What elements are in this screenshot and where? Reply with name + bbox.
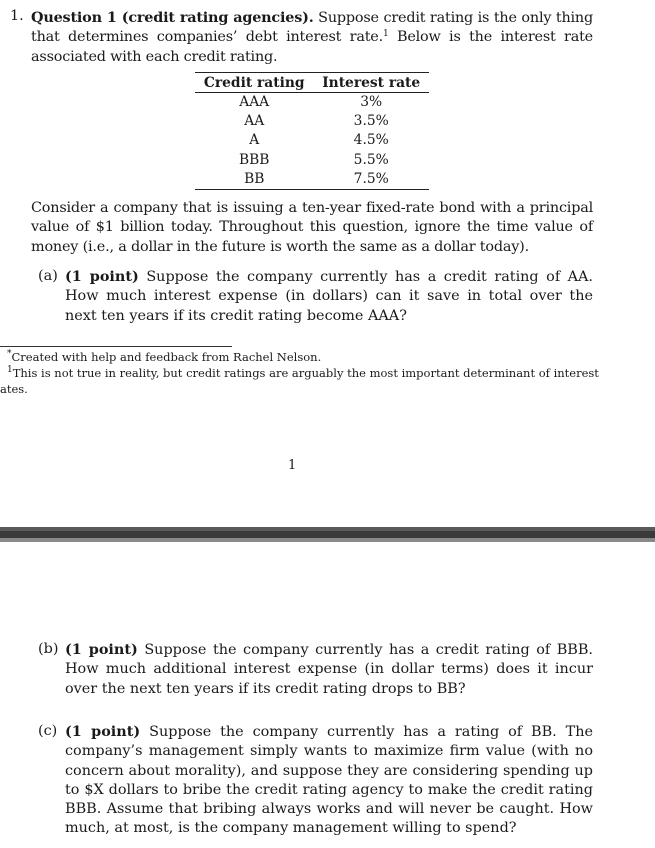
footnote-1-continued: ates. bbox=[0, 382, 28, 396]
part-b-label: (b) bbox=[38, 641, 59, 657]
part-a-text bbox=[65, 267, 593, 326]
rating-cell: BBB bbox=[238, 151, 270, 168]
rate-cell: 3.5% bbox=[353, 113, 389, 130]
footnote-1-text: This is not true in reality, but credit ratings are arguably the most important determinant of interest bbox=[12, 366, 599, 380]
table-row bbox=[195, 131, 429, 150]
page-divider bbox=[0, 527, 655, 542]
footnote-rule bbox=[0, 346, 232, 347]
part-b-body: Suppose the company currently has a credit rating of BBB. How much additional interest expense (in dollar terms) does it incur over the next ten years if its credit rating drops to BB? bbox=[65, 642, 593, 697]
intro-text-1: Suppose credit rating is the only thing that determines companies’ debt interest rate. bbox=[31, 10, 594, 46]
part-b-text bbox=[65, 640, 593, 699]
rating-cell: AA bbox=[244, 113, 265, 130]
part-b-points: (1 point) bbox=[65, 641, 138, 658]
table-row bbox=[195, 170, 429, 190]
rating-cell: AAA bbox=[239, 94, 270, 110]
part-a-label: (a) bbox=[38, 268, 58, 284]
part-a-body: Suppose the company currently has a credit rating of AA. How much interest expense (in dollars) can it save in total over the next ten years if its credit rating become AAA? bbox=[65, 269, 593, 324]
part-a bbox=[38, 267, 593, 327]
footnote-ref-1: 1 bbox=[382, 29, 389, 40]
rate-cell: 3% bbox=[360, 94, 383, 110]
part-c-body: Suppose the company currently has a rating of BB. The company’s management simply wants to maximize firm value (with no concern about morality), and suppose they are considering spending up to $X dollars to bribe the credit rating agency to make the credit rating BBB. Assume that bribing always works and will never be caught. How much, at most, is the company management willing to spend? bbox=[65, 724, 593, 837]
footnote-1 bbox=[7, 365, 602, 381]
credit-rating-table bbox=[195, 72, 429, 190]
footnote-star bbox=[7, 349, 321, 365]
footnote-1-marker: 1 bbox=[7, 365, 13, 375]
col-header-credit-rating: Credit rating bbox=[195, 73, 313, 93]
question-number: 1. bbox=[10, 8, 24, 24]
intro-text-2: Below is the interest rate associated with each credit rating. bbox=[31, 29, 593, 65]
question-title: Question 1 (credit rating agencies). bbox=[31, 9, 314, 26]
footnote-star-text: Created with help and feedback from Rachel Nelson. bbox=[11, 350, 322, 364]
table-row bbox=[195, 112, 429, 131]
consider-paragraph: Consider a company that is issuing a ten-year fixed-rate bond with a principal value of $1 billion today. Throughout this question, ignore the time value of money (i.e., a dollar in the future is worth the same as a dollar today). bbox=[31, 200, 593, 255]
part-c-label: (c) bbox=[38, 723, 58, 739]
question-intro bbox=[31, 8, 593, 67]
table-row bbox=[195, 93, 429, 113]
table-header-row bbox=[195, 73, 429, 93]
rate-cell: 5.5% bbox=[353, 151, 389, 168]
col-header-interest-rate: Interest rate bbox=[313, 73, 429, 93]
rate-cell: 7.5% bbox=[313, 170, 429, 190]
rate-cell: 4.5% bbox=[353, 132, 389, 149]
table-row bbox=[195, 151, 429, 170]
page-number: 1 bbox=[288, 458, 297, 473]
part-a-points: (1 point) bbox=[65, 268, 139, 285]
part-c-points: (1 point) bbox=[65, 723, 141, 740]
part-b bbox=[38, 640, 593, 700]
rating-cell: BB bbox=[195, 170, 313, 190]
footnote-star-marker: * bbox=[7, 349, 12, 359]
rating-cell: A bbox=[249, 132, 260, 149]
part-c bbox=[38, 722, 593, 842]
part-c-text bbox=[65, 722, 593, 839]
